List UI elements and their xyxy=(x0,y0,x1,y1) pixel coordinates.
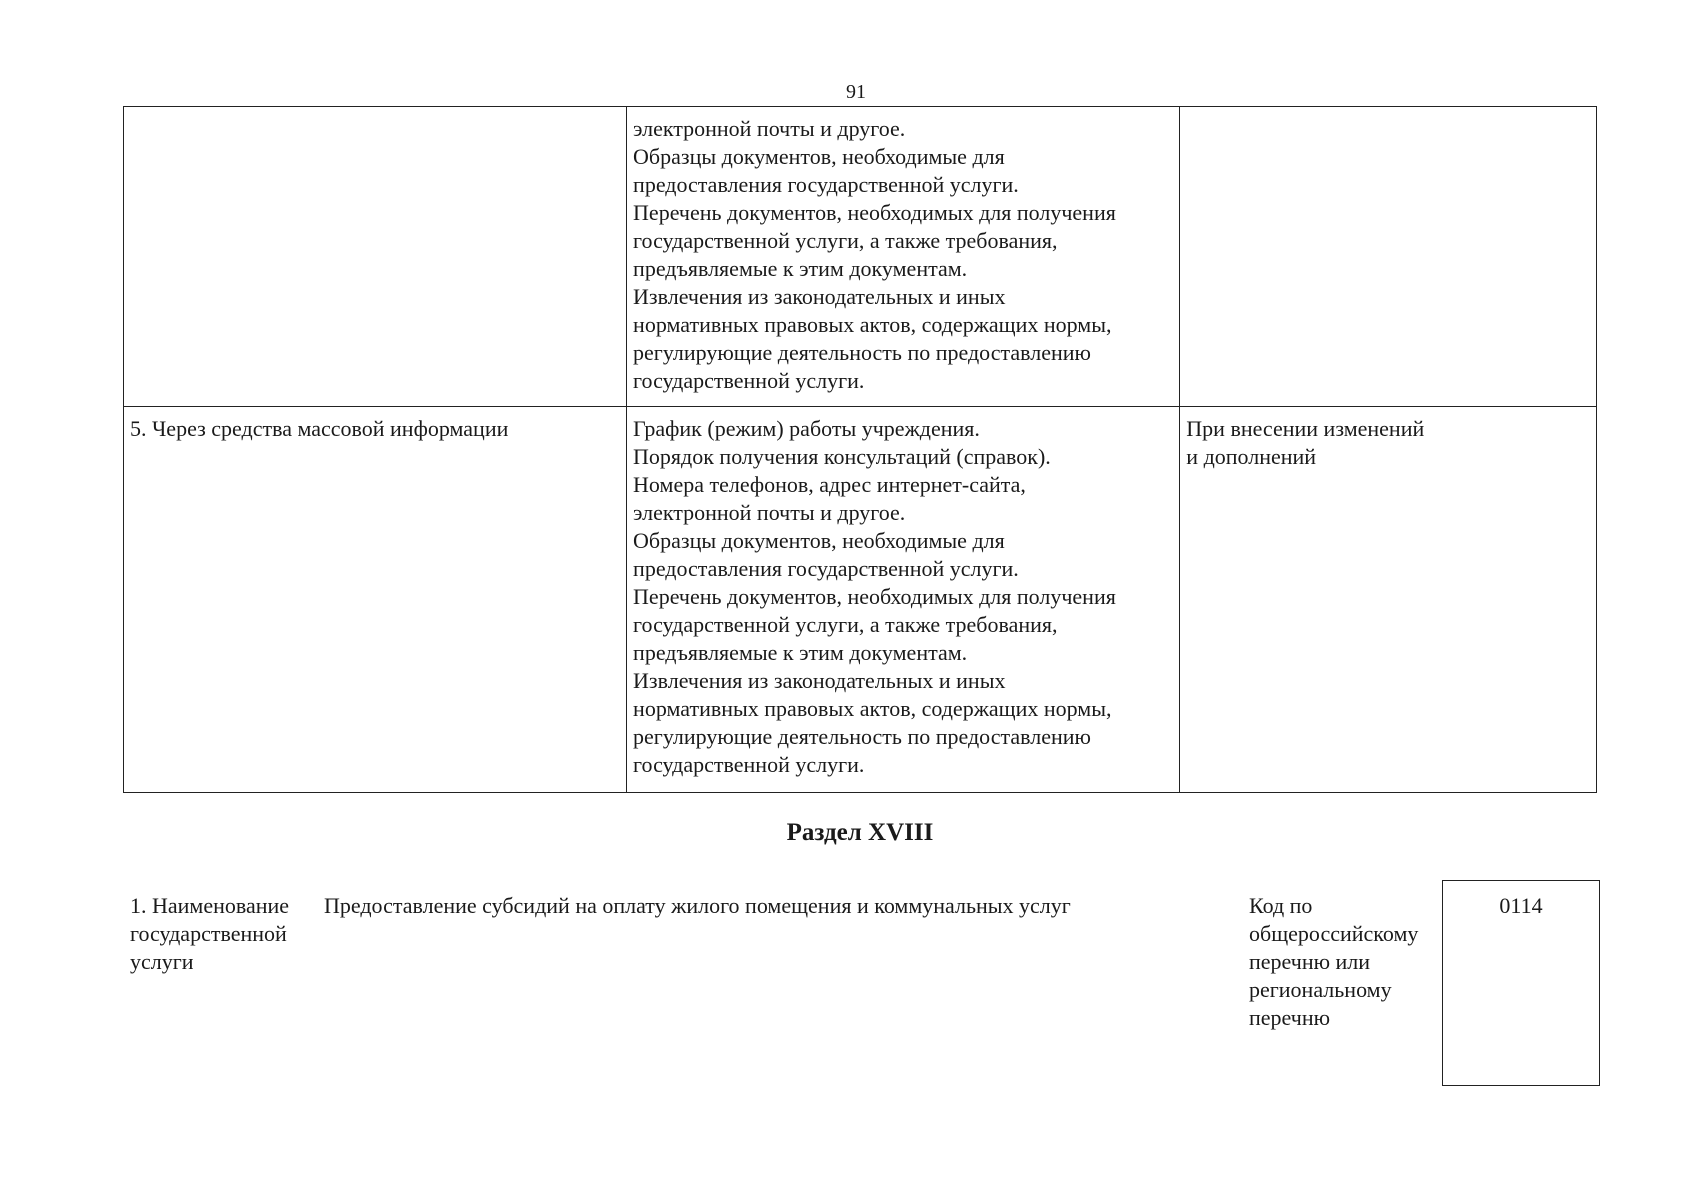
content-line: государственной услуги. xyxy=(633,368,865,393)
content-cell xyxy=(627,107,1180,407)
channel-cell xyxy=(124,407,627,793)
frequency-cell xyxy=(1180,407,1597,793)
service-name-value: Предоставление субсидий на оплату жилого помещения и коммунальных услуг xyxy=(324,893,1071,918)
information-table xyxy=(123,106,1597,793)
service-name-label xyxy=(130,892,289,976)
content-line: нормативных правовых актов, содержащих нормы, xyxy=(633,696,1112,721)
content-line: Перечень документов, необходимых для получения xyxy=(633,200,1116,225)
content-line: Порядок получения консультаций (справок). xyxy=(633,444,1051,469)
content-line: электронной почты и другое. xyxy=(633,500,906,525)
content-line: регулирующие деятельность по предоставлению xyxy=(633,724,1091,749)
content-line: предъявляемые к этим документам. xyxy=(633,256,968,281)
code-label-line: общероссийскому xyxy=(1249,921,1419,946)
content-line: государственной услуги. xyxy=(633,752,865,777)
content-line: государственной услуги, а также требования, xyxy=(633,228,1058,253)
service-name-label-line: 1. Наименование xyxy=(130,893,290,918)
content-line: Образцы документов, необходимые для xyxy=(633,528,1005,553)
service-name-label-line: государственной xyxy=(130,921,287,946)
code-box xyxy=(1442,880,1600,1086)
content-line: государственной услуги, а также требования, xyxy=(633,612,1058,637)
content-line: Извлечения из законодательных и иных xyxy=(633,284,1006,309)
service-name-label-line: услуги xyxy=(130,949,194,974)
content-line: предоставления государственной услуги. xyxy=(633,172,1019,197)
content-line: График (режим) работы учреждения. xyxy=(633,416,980,441)
content-line: нормативных правовых актов, содержащих нормы, xyxy=(633,312,1112,337)
code-label xyxy=(1249,892,1418,1032)
frequency-line: и дополнений xyxy=(1186,444,1317,469)
content-line: предъявляемые к этим документам. xyxy=(633,640,968,665)
table-row xyxy=(124,107,1597,407)
frequency-cell xyxy=(1180,107,1597,407)
channel-text: 5. Через средства массовой информации xyxy=(130,416,509,441)
channel-cell xyxy=(124,107,627,407)
section-title: Раздел XVIII xyxy=(786,819,934,846)
table-row xyxy=(124,407,1597,793)
code-label-line: перечню xyxy=(1249,1005,1331,1030)
content-line: регулирующие деятельность по предоставлению xyxy=(633,340,1091,365)
content-line: Перечень документов, необходимых для получения xyxy=(633,584,1116,609)
frequency-line: При внесении изменений xyxy=(1186,416,1425,441)
page-number: 91 xyxy=(846,81,866,103)
content-line: электронной почты и другое. xyxy=(633,116,906,141)
content-line: Извлечения из законодательных и иных xyxy=(633,668,1006,693)
code-value: 0114 xyxy=(1499,893,1543,918)
code-label-line: региональному xyxy=(1249,977,1392,1002)
code-label-line: перечню или xyxy=(1249,949,1371,974)
content-cell xyxy=(627,407,1180,793)
content-line: предоставления государственной услуги. xyxy=(633,556,1019,581)
code-label-line: Код по xyxy=(1249,893,1313,918)
content-line: Номера телефонов, адрес интернет-сайта, xyxy=(633,472,1026,497)
content-line: Образцы документов, необходимые для xyxy=(633,144,1005,169)
